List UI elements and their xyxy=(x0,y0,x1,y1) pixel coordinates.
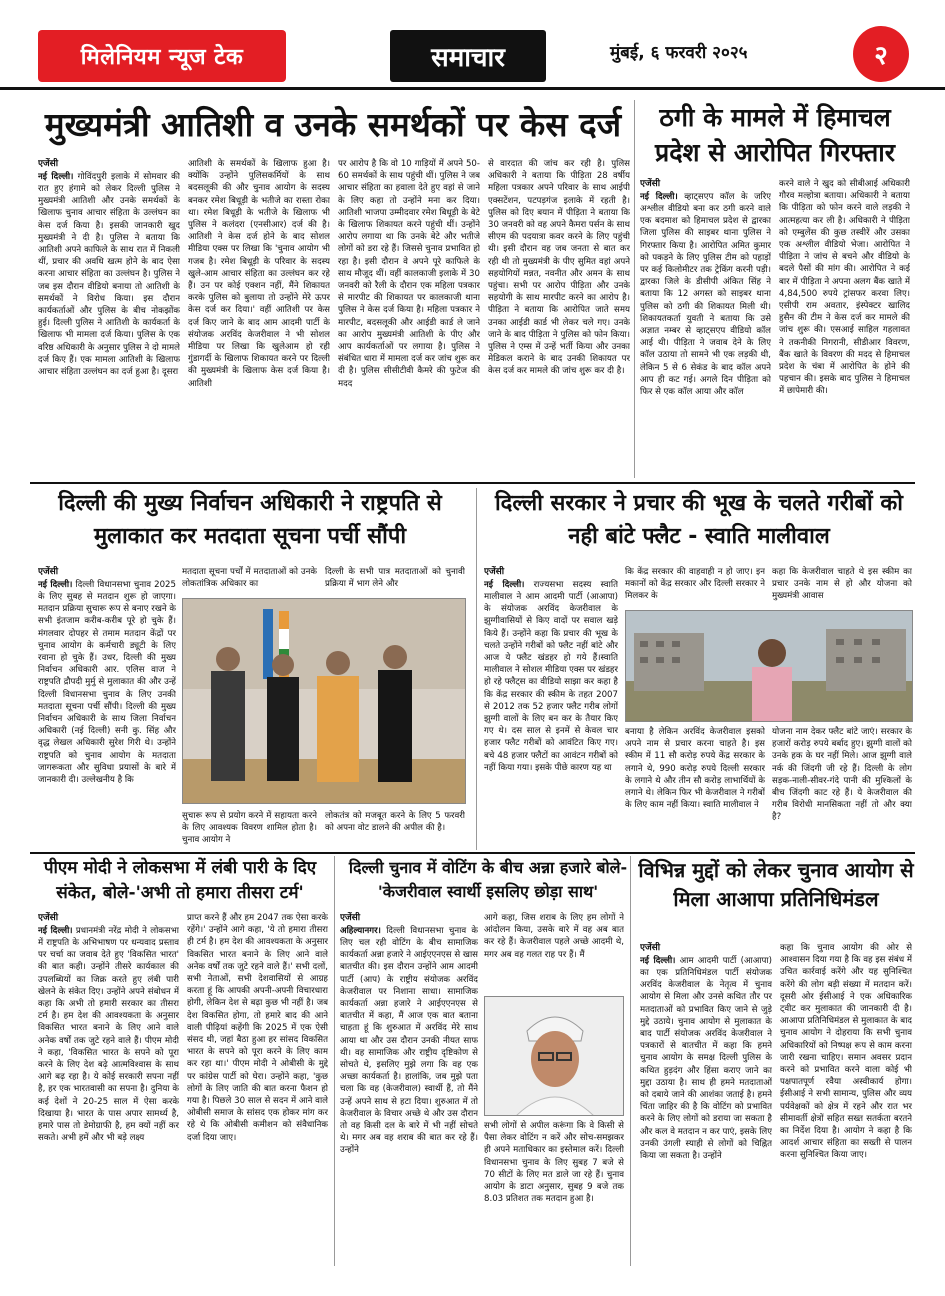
byline: एजेंसी xyxy=(38,913,59,923)
dateline-place: नई दिल्ली। xyxy=(484,579,525,590)
photo-president-meeting-illustration xyxy=(183,599,466,804)
story-column: आतिशी के समर्थकों के खिलाफ हुआ है। क्योंकि उन्होंने पुलिसकर्मियों के साथ बदसलूकी की और चुनाव आयोग के सदस्य बनकर रमेश बिधूड़ी के भतीजे का रास्ता रोका था। रमेश बिधूड़ी के भतीजे के खिलाफ भी पुलिस ने कलंदरा (एनसीआर) दर्ज की है। आतिशी ने केस दर्ज होने के बाद सोशल मीडिया एक्स पर लिखा कि 'चुनाव आयोग भी गजब है। रमेश बिधूड़ी के परिवार के सदस्य खुले-आम आचार संहिता का उल्लंघन कर रहे हैं। उन पर कोई एक्शन नहीं, मैंने शिकायत करके पुलिस को बुलाया तो उन्होंने मेरे ऊपर केस दर्ज कर दिया।' वहीं आतिशी पर केस दर्ज किए जाने के बाद आम आदमी पार्टी के संयोजक अरविंद केजरीवाल ने भी सोशल मीडिया पर लिखा कि खुलेआम हो रही गुंडागर्दी के खिलाफ शिकायत करने पर दिल्ली की मुख्यमंत्री के खिलाफ केस दर्ज किया है। आतिशी xyxy=(188,159,330,389)
headline-anna-hazare: दिल्ली चुनाव में वोटिंग के बीच अन्ना हजारे बोले- 'केजरीवाल स्वार्थी इसलिए छोड़ा साथ' xyxy=(348,858,628,901)
dateline-place: नई दिल्ली। xyxy=(38,171,74,182)
headline-atishi-case: मुख्यमंत्री आतिशी व उनके समर्थकों पर केस दर्ज xyxy=(44,105,622,144)
story-column: एजेंसी अहिल्यानगर। दिल्ली विधानसभा चुनाव के लिए चल रही वोटिंग के बीच सामाजिक कार्यकर्ता अन्ना हजारे ने आईएएनएस से खास बातचीत की। इस दौरान उन्होंने आम आदमी पार्टी (आप) के राष्ट्रीय संयोजक अरविंद केजरीवाल पर निशाना साधा। सामाजिक कार्यकर्ता अन्ना हजारे ने आईएएनएस से बातचीत में कहा, मैं आज एक बात बताना चाहता हूं कि शुरुआत में अरविंद मेरे साथ आया था और उस दौरान उनकी नीयत साफ थी। वह सामाजिक और राष्ट्रीय दृष्टिकोण से सोचते थे, इसलिए मुझे लगा कि वह एक अच्छा कार्यकर्ता है। हालांकि, जब मुझे पता चला कि वह (केजरीवाल) स्वार्थी हैं, तो मैंने उन्हें अपने साथ से हटा दिया। शुरुआत में तो केजरीवाल के विचार अच्छे थे और उस दौरान तो वह किसी दल के बारे में भी नहीं सोचते थे। मगर अब वह शराब की बात कर रहे हैं। उन्होंने xyxy=(340,913,478,1156)
story-modi-body xyxy=(38,912,328,1264)
byline: एजेंसी xyxy=(38,159,59,169)
headline-pm-modi: पीएम मोदी ने लोकसभा में लंबी पारी के दिए संकेत, बोले-'अभी तो हमारा तीसरा टर्म' xyxy=(43,858,317,903)
story-aap-body xyxy=(640,942,912,1264)
headline-maliwal: दिल्ली सरकार ने प्रचार की भूख के चलते गरीबों को नही बांटे फ्लैट - स्वाति मालीवाल xyxy=(494,491,904,549)
byline: एजेंसी xyxy=(484,567,505,577)
dateline-place: अहिल्यानगर। xyxy=(340,925,381,936)
story-column: एजेंसी नई दिल्ली। दिल्ली विधानसभा चुनाव 2025 के लिए सुबह से मतदान शुरू हो जाएगा। मतदान प्रक्रिया सुचारू रूप से बनाए रखने के सभी इंतजाम करीब-करीब पूरे हो चुके हैं। मंगलवार दोपहर से तमाम मतदान केंद्रों पर चुनाव आयोग के कर्मचारी ड्यूटी के लिए रवाना हो चुके हैं। उधर, दिल्ली की मुख्य निर्वाचन अधिकारी आर. एलिस वाज ने राष्ट्रपति द्रौपदी मुर्मु से मुलाकात की और उन्हें दिल्ली विधानसभा चुनाव के लिए उनकी मतदाता सूचना पर्ची सौंपी। दिल्ली की मुख्य निर्वाचन अधिकारी के साथ जिला निर्वाचन अधिकारी (नई दिल्ली) सनी कु. सिंह और वृद्ध लेखल अधिकारी सुरेश गिरी थे। उन्होंने राष्ट्रपति को चुनाव आयोग के मतदाता जागरूकता और सुविधा प्रयासों के बारे में जानकारी दी। उल्लेखनीय है कि xyxy=(38,567,176,786)
brand-logo: मिलेनियम न्यूज टेक xyxy=(38,30,286,82)
story-column: पर आरोप है कि वो 10 गाड़ियों में अपने 50-60 समर्थकों के साथ पहुंची थीं। पुलिस ने जब आचार संहिता का हवाला देते हुए वहां से जाने के लिए कहा तो उन्होंने मना कर दिया। आतिशी भाजपा उम्मीदवार रमेश बिधूड़ी के बेटे के खिलाफ शिकायत करने पहुंची थीं। उन्होंने आरोप लगाया था कि उनके बेटे और भतीजे लोगों को डरा रहे हैं। जिससे चुनाव प्रभावित हो रहा है। इसी दौरान वे अपने पूरे काफिले के साथ मौजूद थीं। वहीं कालकाजी इलाके में 30 जनवरी को रैली के दौरान एक महिला पत्रकार से मारपीट की शिकायत पर कालकाजी थाना पुलिस ने केस दर्ज किया है। महिला पत्रकार ने मारपीट, बदसलूकी और आईडी कार्ड ले जाने का आरोप मुख्यमंत्री आतिशी के पीए और आप कार्यकर्ताओं पर लगाया है। पुलिस ने संबंधित धारा में मामला दर्ज कर जांच शुरू कर दी है। पुलिस सीसीटीवी कैमरे की फुटेज की मदद xyxy=(338,159,480,389)
headline-aap-delegation: विभिन्न मुद्दों को लेकर चुनाव आयोग से मिला आआपा प्रतिनिधिमंडल xyxy=(638,858,914,911)
story-column: बनाया है लेकिन अरविंद केजरीवाल इसको अपने नाम से प्रचार करना चाहते है। इस स्कीम में 11 सौ करोड़ रुपये केंद्र सरकार के लगाने थे, 990 करोड़ रुपये दिल्ली सरकार के लगाने थे और तीन सौ करोड़ लाभार्थियों के लगाने थे। लेकिन फिर भी केजरीवाल ने गरीबों के लिए काम नहीं किया। स्वाति मालीवाल ने xyxy=(625,727,765,811)
page-number: २ xyxy=(853,26,909,82)
story-column: से वारदात की जांच कर रही है। पुलिस अधिकारी ने बताया कि पीड़िता 28 वर्षीय महिला पत्रकार अपने परिवार के साथ आईपी एक्सटेंशन, पटपड़गंज इलाके में रहती है। पुलिस को दिए बयान में पीड़िता ने बताया कि 30 जनवरी को वह अपने कैमरा पर्सन के साथ सीएम की पदयात्रा कवर करने के लिए पहुंची थी। इसी दौरान वह जब जनता से बात कर रही थी तो मुख्यमंत्री के पीए सुमित वहां अपने सहयोगियों मन्नत, नवनीत और अमन के साथ पहुंचा। सभी पर आरोप पीड़िता और उनके सहयोगी के साथ मारपीट करने का आरोप है। पीड़िता ने बताया कि आरोपित जाते समय उनका आईडी कार्ड भी लेकर चले गए। उनके जाने के बाद पीड़िता ने पुलिस को फोन किया। पुलिस ने एम्स में उन्हें भर्ती किया और उनका मेडिकल कराने के बाद उनकी शिकायत पर केस दर्ज कर मामले की जांच शुरू कर दी है। xyxy=(488,159,630,377)
story-column: एजेंसी नई दिल्ली। व्हाट्सएप कॉल के जरिए अश्लील वीडियो बना कर ठगी करने वाले एक बदमाश को हिमाचल प्रदेश से द्वारका जिला पुलिस की साइबर थाना पुलिस ने गिरफ्तार किया है। आरोपित अमित कुमार को पकड़ने के लिए पुलिस टीम को पहाड़ों पर कई किलोमीटर तक ट्रेकिंग करनी पड़ी।द्वारका जिले के डीसीपी अंकित सिंह ने बताया कि 12 अगस्त को साइबर थाना पुलिस को ठगी की शिकायत मिली थी। शिकायतकर्ता युवती ने बताया कि उसे अज्ञात नम्बर से व्हाट्सएप वीडियो कॉल आई थी। पीड़िता ने जवाब देने के लिए कॉल उठाया तो सामने भी एक लड़की थी, लेकिन 5 से 6 सेकंड के बाद कॉल अपने आप ही कट गई। अगले दिन पीड़िता को फिर से एक कॉल आया और कॉल xyxy=(640,179,771,398)
story-column: योजना नाम देकर फ्लैट बांटे जाएं। सरकार के हजारों करोड़ रुपये बर्बाद हुए। झुग्गी वालों को उनके हक के घर नहीं मिले। आज झुग्गी वाले नर्क की जिंदगी जी रहे हैं। दिल्ली के लोग सड़क-नाली-सीवर-गंदे पानी की मुश्किलों के बीच जिंदगी काट रहे हैं। ये केजरीवाल की गरीब विरोधी मानसिकता नहीं तो और क्या है? xyxy=(772,727,912,823)
dateline-place: नई दिल्ली। xyxy=(38,925,73,936)
headline-election-officer: दिल्ली की मुख्य निर्वाचन अधिकारी ने राष्ट्रपति से मुलाकात कर मतदाता सूचना पर्ची सौंपी xyxy=(58,491,442,549)
story-column: मतदाता सूचना पर्चों में मतदाताओं को उनके लोकतांत्रिक अधिकार का xyxy=(182,567,317,590)
story-column: कि केंद्र सरकार की वाहवाही न हो जाए। इन मकानों को केंद्र सरकार और दिल्ली सरकार ने मिलकर के xyxy=(625,567,765,602)
story-atishi-body xyxy=(38,158,630,478)
section-rule xyxy=(30,482,915,484)
dateline-place: नई दिल्ली। xyxy=(38,579,73,590)
story-column: सभी लोगों से अपील करूंगा कि वे किसी से पैसा लेकर वोटिंग न करें और सोच-समझकर ही अपने मताधिकार का इस्तेमाल करें। दिल्ली विधानसभा चुनाव के लिए सुबह 7 बजे से 70 सीटों के लिए मत डाले जा रहे हैं। चुनाव आयोग के डाटा अनुसार, सुबह 9 बजे तक 8.03 प्रतिशत तक मतदान हुआ है। xyxy=(484,1121,624,1205)
story-column: एजेंसी नई दिल्ली। आम आदमी पार्टी (आआपा) का एक प्रतिनिधिमंडल पार्टी संयोजक अरविंद केजरीवाल के नेतृत्व में चुनाव आयोग से मिला और उनसे कथित तौर पर मतदाताओं को प्रभावित किए जाने से जुड़े मुद्दे उठाये। चुनाव आयोग से मुलाकात के बाद पार्टी संयोजक अरविंद केजरीवाल ने पत्रकारों से बातचीत में कहा कि हमने चुनाव आयोग के समक्ष दिल्ली पुलिस के कथित हुड़दंग और हिंसा कराए जाने का मुद्दा उठाया है। साथ ही हमने मतदाताओं को दबाये जाने की आशंका जताई है। हमने चिंता जाहिर की है कि वोटिंग को प्रभावित करने के लिए लोगों को डराया जा सकता है और कल वे मतदान न कर पाएं, इसके लिए उनकी उंगली स्याही से लोगों को चिह्नित किया जा सकता है। उन्होंने xyxy=(640,943,772,1162)
column-divider xyxy=(634,100,635,478)
section-rule xyxy=(30,852,915,854)
dateline-place: नई दिल्ली। xyxy=(640,955,676,966)
photo-anna-hazare xyxy=(484,996,624,1116)
photo-president-meeting xyxy=(182,598,466,804)
story-fraud-body xyxy=(640,178,910,478)
headline-himachal-fraud: ठगी के मामले में हिमाचल प्रदेश से आरोपित गिरफ्तार xyxy=(655,103,895,167)
byline: एजेंसी xyxy=(640,943,661,953)
column-divider xyxy=(334,856,335,1266)
story-column: आगे कहा, जिस शराब के लिए हम लोगों ने आंदोलन किया, उसके बारे में वह अब बात कर रहे हैं। केजरीवाल पहले अच्छे आदमी थे, मगर अब वह गलत राह पर हैं। मैं xyxy=(484,913,624,960)
photo-abandoned-flats xyxy=(625,610,913,722)
section-label: समाचार xyxy=(390,30,546,82)
photo-anna-hazare-illustration xyxy=(485,997,624,1116)
story-column: एजेंसी नई दिल्ली। गोविंदपुरी इलाके में सोमवार की रात हुए हंगामे को लेकर दिल्ली पुलिस ने मुख्यमंत्री आतिशी और उनके समर्थकों के खिलाफ चुनाव आचार संहिता के उल्लंघन का केस दर्ज किया है। इसकी जानकारी खुद मुख्यमंत्री ने दी है। पुलिस ने बताया कि आतिशी अपने काफिले के साथ रात में निकली थीं, प्रचार की अवधि खत्म होने के बाद ऐसा करना आचार संहिता का उल्लंघन है। पुलिस ने जब इस दौरान वीडियो बनाया तो आतिशी के समर्थकों ने विरोध किया। इस दौरान कार्यकर्ताओं और पुलिस के बीच नोकझोंक हुई। दिल्ली पुलिस ने आतिशी के कार्यकर्ता के खिलाफ भी मामला दर्ज किया। पुलिस के एक वरिष्ठ अधिकारी के अनुसार पुलिस ने दो मामले दर्ज किए हैं। एक मामला आतिशी के खिलाफ आचार संहिता उल्लंघन का दर्ज हुआ है। दूसरा xyxy=(38,159,180,378)
column-divider xyxy=(630,856,631,1266)
story-column: कहा कि चुनाव आयोग की ओर से आश्वासन दिया गया है कि वह इस संबंध में उचित कार्रवाई करेंगे और यह सुनिश्चित करेंगे की लोग बड़ी संख्या में मतदान करें। दूसरी ओर ईसीआई ने एक अधिकारिक ट्वीट कर मुलाकात की जानकारी दी है। आआपा प्रतिनिधिमंडल से मुलाकात के बाद चुनाव आयोग ने दोहराया कि सभी चुनाव अधिकारियों को निष्पक्ष रूप से काम करना जारी रखना चाहिए। समान अवसर प्रदान करने को प्रभावित करने वाला कोई भी पक्षपातपूर्ण रवैया अस्वीकार्य होगा। ईसीआई ने सभी सामान्य, पुलिस और व्यय पर्यवेक्षकों को क्षेत्र में रहने और रात भर सीमावर्ती क्षेत्रों सहित सख्त सतर्कता बरतने का निर्देश दिया है। आयोग ने कहा है कि आदर्श आचार संहिता का सख्ती से पालन करना सुनिश्चित किया जाए। xyxy=(780,943,912,1161)
byline: एजेंसी xyxy=(640,179,661,189)
dateline: मुंबई, ६ फरवरी २०२५ xyxy=(610,43,748,63)
story-column: एजेंसी नई दिल्ली। राज्यसभा सदस्य स्वाति मालीवाल ने आम आदमी पार्टी (आआपा) के संयोजक अरविंद केजरीवाल के झुग्गीवासियों से किए वादों पर सवाल खड़े किये हैं। उन्होंने कहा कि प्रचार की भूख के चलते उन्होंने गरीबों को फ्लैट नहीं बांटे और आज ये फ्लैट खंडहर हो गये हैं।स्वाति मालीवाल ने सोशल मीडिया एक्स पर खंडहर हो रहे फ्लैट्स का वीडियो साझा कर कहा है कि केंद्र सरकार की स्कीम के तहत 2007 से 2012 तक 52 हजार फ्लैट गरीब लोगों झुग्गी वालों के लिए बन कर के तैयार किए गए थे। दस साल से इनमें से केवल चार हजार फ्लैट गरीबों को आवंटित किए गए। बचे 48 हजार फ्लैटों का आवंटन गरीबों को नहीं किया गया। इसके पीछे कारण यह था xyxy=(484,567,618,773)
photo-abandoned-flats-illustration xyxy=(626,611,913,722)
story-column: लोकतंत्र को मजबूत करने के लिए 5 फरवरी को अपना वोट डालने की अपील की है। xyxy=(325,811,465,834)
column-divider xyxy=(476,488,477,850)
story-column: सुचारू रूप से प्रयोग करने में सहायता करने के लिए आवश्यक विवरण शामिल होता है। चुनाव आयोग ने xyxy=(182,811,317,846)
byline: एजेंसी xyxy=(38,567,59,577)
story-column: एजेंसी नई दिल्ली। प्रधानमंत्री नरेंद्र मोदी ने लोकसभा में राष्ट्रपति के अभिभाषण पर धन्यवाद प्रस्ताव पर चर्चा का जवाब देते हुए 'विकसित भारत' की बात कही। उन्होंने तीसरे कार्यकाल की उपलब्धियों का जिक्र करते हुए लंबी पारी खेलने के संकेत दिए। उन्होंने अपने संबोधन में कहा कि अभी तो हमारी सरकार का तीसरा टर्म है। हम देश की आवश्यकता के अनुसार विकसित भारत बनाने के लिए आने वाले अनेक वर्षों तक जुटे रहने वाले हैं। पीएम मोदी ने कहा, 'विकसित भारत के सपने को पूरा करने के लिए देश बढ़े आत्मविश्वास के साथ आगे बढ़ रहा है। ये कोई सरकारी सपना नहीं है, हर एक भारतवासी का सपना है। दुनिया के कई देशों ने 20-25 साल में ऐसा करके दिखाया है। भारत के पास अपार सामर्थ्य है, हमारे पास तो डेमोग्राफी है, हम क्यों नहीं कर सकते। अभी हमें और भी बड़े लक्ष्य xyxy=(38,913,179,1144)
dateline-place: नई दिल्ली। xyxy=(640,191,678,202)
story-column: दिल्ली के सभी पात्र मतदाताओं को चुनावी प्रक्रिया में भाग लेने और xyxy=(325,567,465,590)
story-column: प्राप्त करने हैं और हम 2047 तक ऐसा करके रहेंगे।' उन्होंने आगे कहा, 'ये तो हमारा तीसरा ही टर्म है। हम देश की आवश्यकता के अनुसार विकसित भारत बनाने के लिए आने वाले अनेक वर्षों तक जुटे रहने वाले हैं।' सभी दलों, सभी नेताओं, सभी देशवासियों से आग्रह करता हूं कि आपकी अपनी-अपनी विचारधारा होगी, लेकिन देश से बढ़ा कुछ भी नहीं है। जब देश विकसित होगा, तो हमारे बाद की आने वाली पीढ़ियां कहेंगी कि 2025 में एक ऐसी संसद थी, जहां बैठा हुआ हर सांसद विकसित भारत के सपने को पूरा करने के लिए काम कर रहा था।' पीएम मोदी ने ओबीसी के मुद्दे पर कांग्रेस पार्टी को घेरा। उन्होंने कहा, 'कुछ लोगों के लिए जाति की बात करना फैशन हो गया है। पिछले 30 साल से सदन में आने वाले ओबीसी समाज के सांसद एक होकर मांग कर रहे थे कि ओबीसी कमीशन को संवैधानिक दर्जा दिया जाए। xyxy=(187,913,328,1143)
story-column: कहा कि केजरीवाल चाहते थे इस स्कीम का प्रचार उनके नाम से हो और योजना को मुख्यमंत्री आवास xyxy=(772,567,912,602)
byline: एजेंसी xyxy=(340,913,361,923)
story-column: करने वाले ने खुद को सीबीआई अधिकारी गौरव मल्होत्रा बताया। अधिकारी ने बताया कि पीड़िता को फोन करने वाले लड़की ने आत्महत्या कर ली है। अधिकारी ने पीड़िता को एम्बुलेंस की कुछ तस्वीरें और उसका एक अश्लील वीडियो भेजा। आरोपित ने पीड़िता ने जांच से बचने और वीडियो के बदले पैसों की मांग की। आरोपित ने कई बार में पीड़िता ने अपना अलग बैंक खाते में 4,84,500 रुपये ट्रांसफर करवा लिए। एसीपी राम अवतार, इंस्पेक्टर खालिद हुसैन की टीम ने केस दर्ज कर मामले की जांच शुरू की। एसआई साहिल गहलावत ने तकनीकी निगरानी, सीडीआर विवरण, बैंक खाते के विवरण की मदद से हिमाचल प्रदेश के चंबा में आरोपित के होने की पहचान की। इसके बाद पुलिस ने हिमाचल में छापेमारी की। xyxy=(779,179,910,397)
